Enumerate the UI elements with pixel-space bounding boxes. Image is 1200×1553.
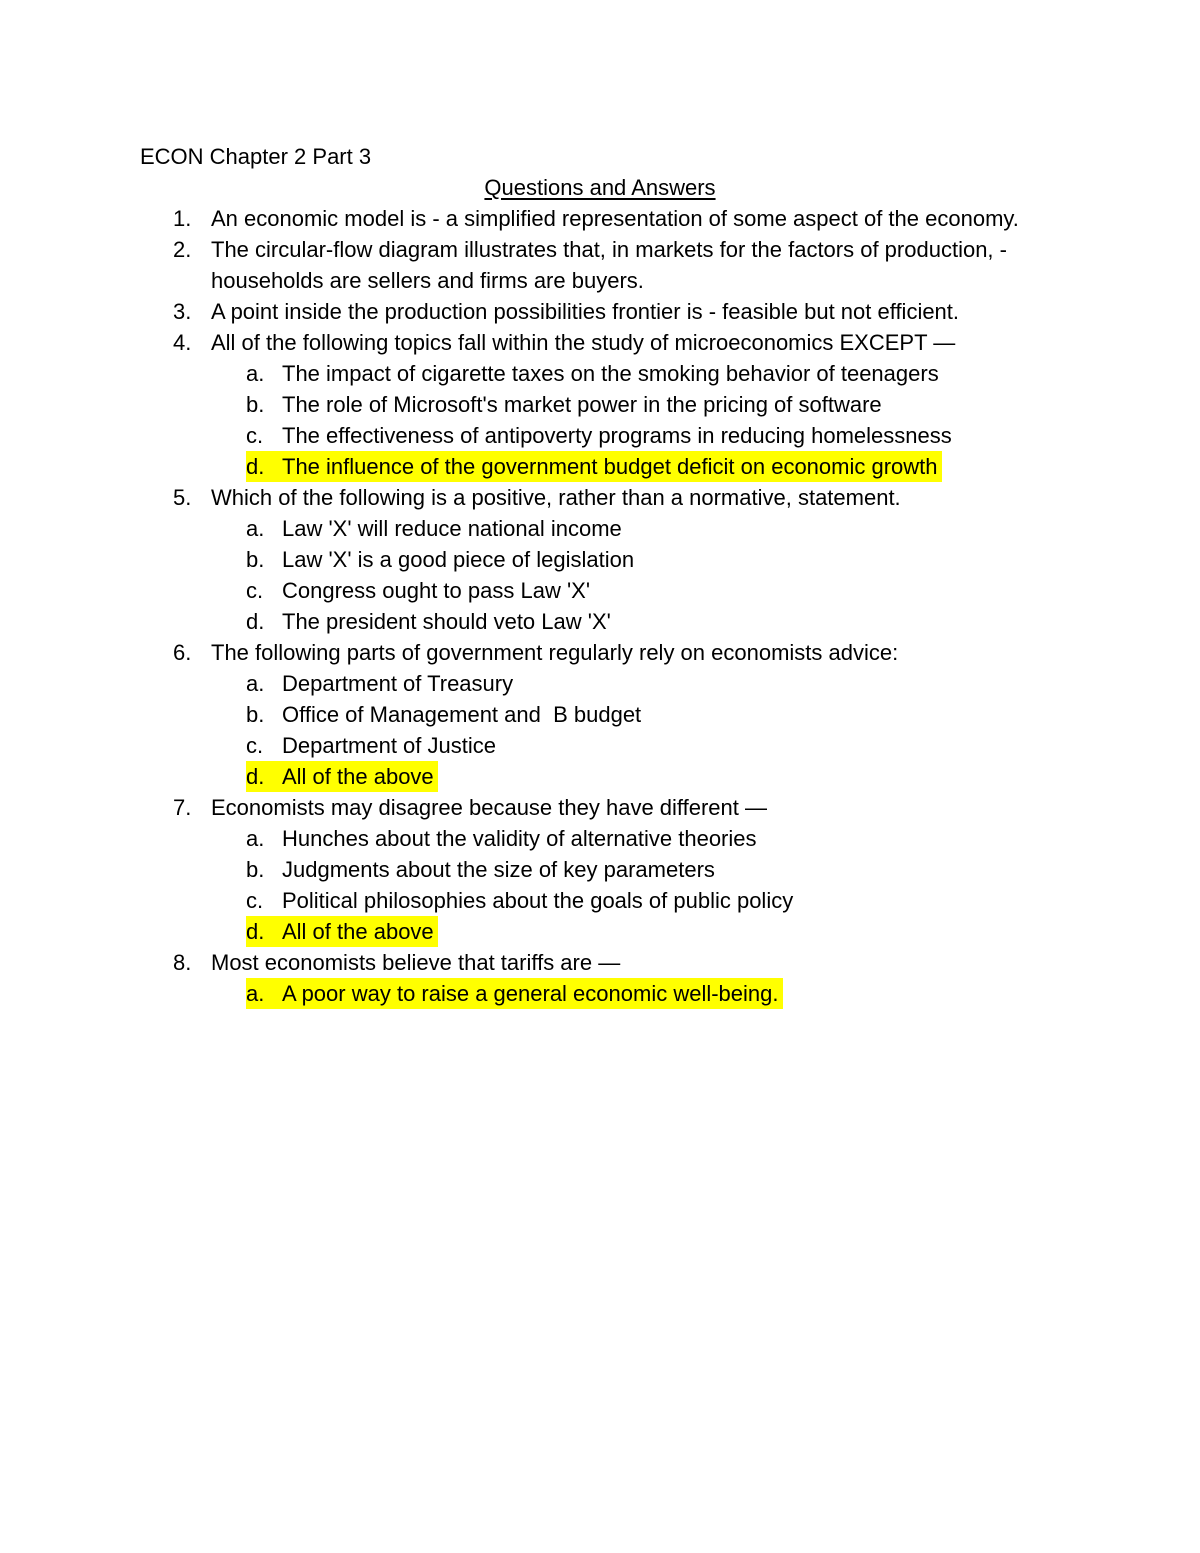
option-letter: c. — [246, 578, 264, 603]
option-letter: a. — [246, 361, 265, 386]
option-text: Department of Justice — [282, 733, 496, 758]
option-letter: b. — [246, 547, 265, 572]
answer-option — [0, 885, 1200, 916]
question-text: All of the following topics fall within the study of microeconomics EXCEPT — — [211, 330, 956, 355]
question-text: The following parts of government regularly rely on economists advice: — [211, 640, 899, 665]
answer-option — [0, 606, 1200, 637]
question-number: 3. — [173, 299, 192, 324]
question-number: 6. — [173, 640, 192, 665]
option-letter: d. — [246, 919, 265, 944]
question-number: 4. — [173, 330, 192, 355]
answer-option — [0, 544, 1200, 575]
option-letter: d. — [246, 764, 265, 789]
option-text: The effectiveness of antipoverty programs in reducing homelessness — [282, 423, 952, 448]
question-item — [0, 482, 1200, 513]
option-letter: a. — [246, 981, 265, 1006]
document-subtitle — [0, 172, 1200, 203]
question-list — [0, 203, 1200, 1009]
question-text: The circular-flow diagram illustrates that, in markets for the factors of production, - households are sellers and firms are buyers. — [211, 237, 1007, 293]
option-text: Hunches about the validity of alternative theories — [282, 826, 757, 851]
option-letter: d. — [246, 454, 265, 479]
option-text: Office of Management and B budget — [282, 702, 642, 727]
question-text: Which of the following is a positive, rather than a normative, statement. — [211, 485, 901, 510]
question-item — [0, 296, 1200, 327]
subtitle-text: Questions and Answers — [484, 175, 716, 200]
question-text: Economists may disagree because they have different — — [211, 795, 768, 820]
question-item — [0, 637, 1200, 668]
answer-option — [0, 389, 1200, 420]
answer-option-highlighted — [0, 451, 1200, 482]
question-text: Most economists believe that tariffs are — — [211, 950, 621, 975]
option-letter: d. — [246, 609, 265, 634]
answer-option — [0, 730, 1200, 761]
answer-option — [0, 668, 1200, 699]
answer-option-highlighted — [0, 761, 1200, 792]
option-text: The role of Microsoft's market power in the pricing of software — [282, 392, 882, 417]
option-letter: c. — [246, 888, 264, 913]
question-number: 7. — [173, 795, 192, 820]
answer-option — [0, 513, 1200, 544]
option-letter: a. — [246, 516, 265, 541]
option-text: Political philosophies about the goals of public policy — [282, 888, 794, 913]
option-letter: b. — [246, 392, 265, 417]
question-number: 5. — [173, 485, 192, 510]
question-item — [0, 792, 1200, 823]
question-text: An economic model is - a simplified representation of some aspect of the economy. — [211, 206, 1019, 231]
option-letter: b. — [246, 857, 265, 882]
option-text: All of the above — [282, 764, 434, 789]
answer-option — [0, 823, 1200, 854]
option-text: The president should veto Law 'X' — [282, 609, 611, 634]
answer-option-highlighted — [0, 916, 1200, 947]
answer-option — [0, 854, 1200, 885]
option-text: The influence of the government budget deficit on economic growth — [282, 454, 938, 479]
question-item — [0, 234, 1200, 296]
option-text: All of the above — [282, 919, 434, 944]
question-item — [0, 327, 1200, 358]
option-text: Judgments about the size of key parameters — [282, 857, 715, 882]
question-number: 1. — [173, 206, 192, 231]
answer-option-highlighted — [0, 978, 1200, 1009]
answer-option — [0, 358, 1200, 389]
question-item — [0, 203, 1200, 234]
option-letter: a. — [246, 671, 265, 696]
document-title: ECON Chapter 2 Part 3 — [140, 144, 372, 169]
option-text: Department of Treasury — [282, 671, 514, 696]
answer-option — [0, 420, 1200, 451]
option-letter: c. — [246, 733, 264, 758]
option-text: Law 'X' will reduce national income — [282, 516, 622, 541]
option-letter: b. — [246, 702, 265, 727]
question-text: A point inside the production possibilities frontier is - feasible but not efficient. — [211, 299, 960, 324]
option-letter: a. — [246, 826, 265, 851]
question-number: 8. — [173, 950, 192, 975]
option-text: Congress ought to pass Law 'X' — [282, 578, 591, 603]
question-item — [0, 947, 1200, 978]
answer-option — [0, 575, 1200, 606]
question-number: 2. — [173, 237, 192, 262]
option-text: A poor way to raise a general economic well-being. — [282, 981, 779, 1006]
option-text: The impact of cigarette taxes on the smoking behavior of teenagers — [282, 361, 939, 386]
option-letter: c. — [246, 423, 264, 448]
option-text: Law 'X' is a good piece of legislation — [282, 547, 635, 572]
answer-option — [0, 699, 1200, 730]
